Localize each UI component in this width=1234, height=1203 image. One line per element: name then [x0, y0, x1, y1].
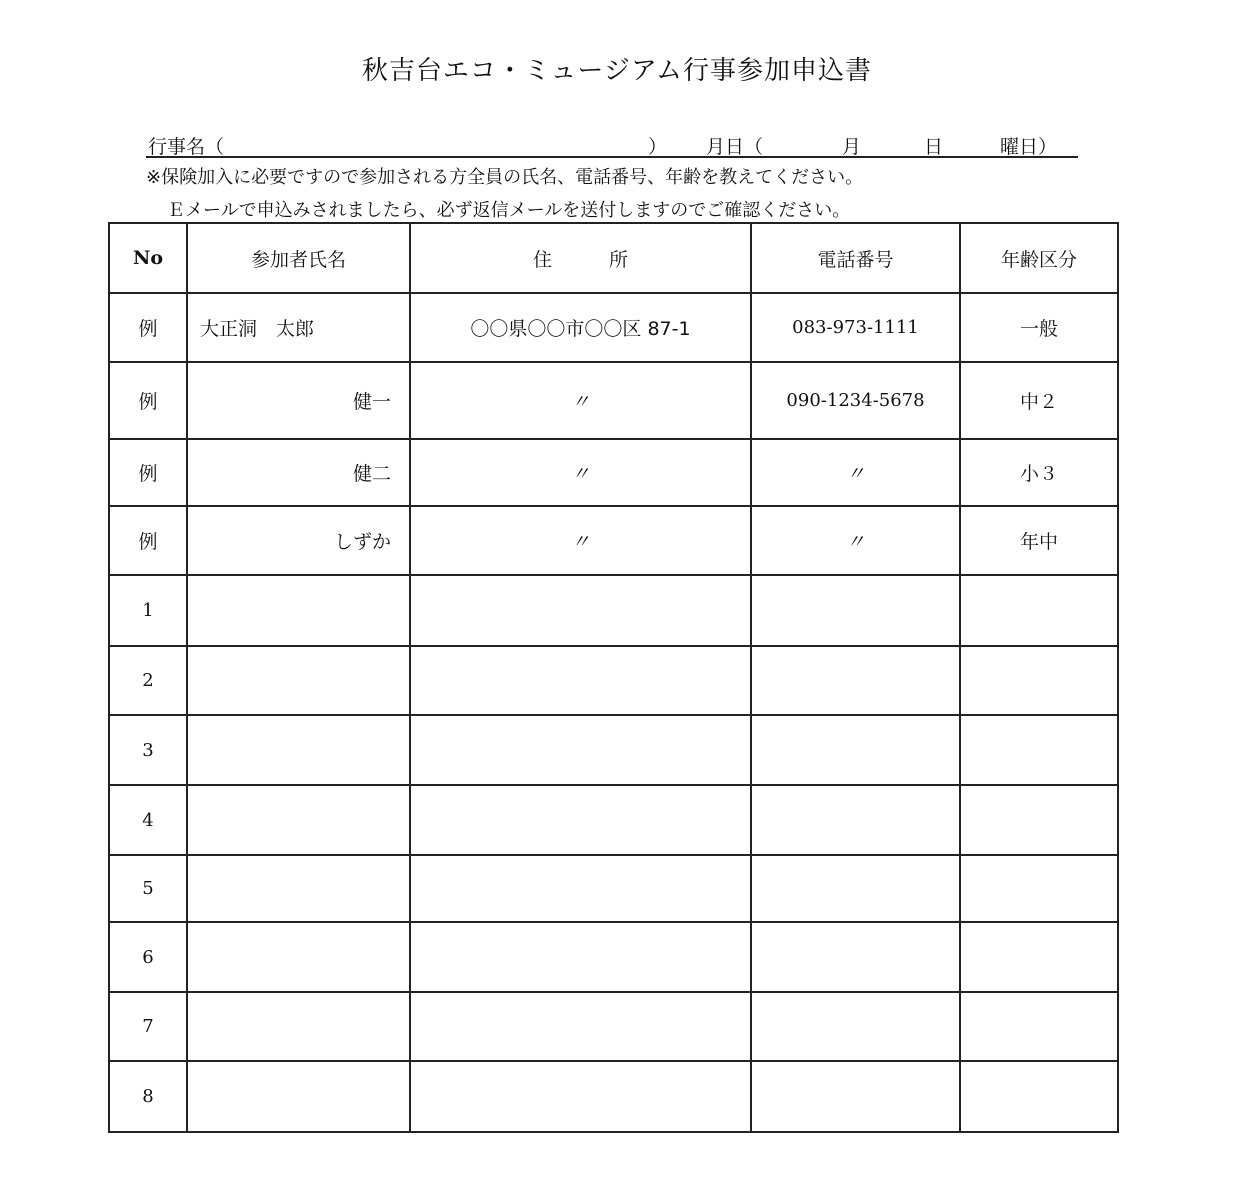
row-no: 4	[109, 785, 187, 855]
age-group-cell[interactable]	[960, 992, 1118, 1061]
address[interactable]: 〃	[410, 439, 751, 506]
row-no: 8	[109, 1061, 187, 1132]
header-no: No	[109, 223, 187, 293]
insurance-note: ※保険加入に必要ですので参加される方全員の氏名、電話番号、年齢を教えてください。	[146, 167, 864, 188]
age-group-cell[interactable]	[960, 855, 1118, 922]
entry-row	[109, 575, 1118, 646]
address[interactable]: 〇〇県〇〇市〇〇区 87-1	[410, 293, 751, 362]
address[interactable]: 〃	[410, 506, 751, 575]
age-group-cell[interactable]	[960, 785, 1118, 855]
participant-name-cell[interactable]	[187, 922, 410, 992]
participant-name-cell[interactable]	[187, 855, 410, 922]
date-label: 月日（	[706, 136, 764, 158]
weekday-label: 曜日）	[1000, 136, 1058, 158]
phone-cell[interactable]	[751, 575, 960, 646]
participant-name[interactable]: 大正洞 太郎	[187, 293, 410, 362]
participant-name-cell[interactable]	[187, 575, 410, 646]
day-label: 日	[924, 136, 944, 158]
age-group-cell[interactable]	[960, 646, 1118, 715]
participant-name[interactable]: 健一	[187, 362, 410, 439]
example-row	[109, 439, 1118, 506]
phone-cell[interactable]	[751, 646, 960, 715]
phone-cell[interactable]	[751, 992, 960, 1061]
age-group[interactable]: 年中	[960, 506, 1118, 575]
entry-row	[109, 855, 1118, 922]
entry-row	[109, 1061, 1118, 1132]
address-cell[interactable]	[410, 575, 751, 646]
address-cell[interactable]	[410, 992, 751, 1061]
age-group[interactable]: 中２	[960, 362, 1118, 439]
row-no: 例	[109, 362, 187, 439]
row-no: 例	[109, 506, 187, 575]
entry-row	[109, 922, 1118, 992]
row-no: 例	[109, 439, 187, 506]
header-age-group: 年齢区分	[960, 223, 1118, 293]
header-phone: 電話番号	[751, 223, 960, 293]
age-group-cell[interactable]	[960, 922, 1118, 992]
phone[interactable]: 〃	[751, 439, 960, 506]
participant-table	[108, 222, 1119, 1133]
phone[interactable]: 083-973-1111	[751, 293, 960, 362]
entry-row	[109, 992, 1118, 1061]
entry-row	[109, 715, 1118, 785]
age-group[interactable]: 小３	[960, 439, 1118, 506]
age-group-cell[interactable]	[960, 575, 1118, 646]
participant-name-cell[interactable]	[187, 992, 410, 1061]
row-no: 5	[109, 855, 187, 922]
phone-cell[interactable]	[751, 785, 960, 855]
month-label: 月	[842, 136, 862, 158]
email-note: Ｅメールで申込みされましたら、必ず返信メールを送付しますのでご確認ください。	[167, 200, 851, 221]
table-header-row	[109, 223, 1118, 293]
row-no: 2	[109, 646, 187, 715]
age-group-cell[interactable]	[960, 1061, 1118, 1132]
phone-cell[interactable]	[751, 855, 960, 922]
address-cell[interactable]	[410, 1061, 751, 1132]
event-name-close: ）	[648, 136, 668, 158]
entry-row	[109, 785, 1118, 855]
address-cell[interactable]	[410, 715, 751, 785]
row-no: 7	[109, 992, 187, 1061]
entry-row	[109, 646, 1118, 715]
phone[interactable]: 090-1234-5678	[751, 362, 960, 439]
phone[interactable]: 〃	[751, 506, 960, 575]
age-group[interactable]: 一般	[960, 293, 1118, 362]
participant-name-cell[interactable]	[187, 646, 410, 715]
example-row	[109, 293, 1118, 362]
age-group-cell[interactable]	[960, 715, 1118, 785]
phone-cell[interactable]	[751, 715, 960, 785]
form-title: 秋吉台エコ・ミュージアム行事参加申込書	[361, 56, 873, 86]
example-row	[109, 506, 1118, 575]
address[interactable]: 〃	[410, 362, 751, 439]
row-no: 1	[109, 575, 187, 646]
row-no: 6	[109, 922, 187, 992]
participant-name-cell[interactable]	[187, 1061, 410, 1132]
row-no: 3	[109, 715, 187, 785]
row-no: 例	[109, 293, 187, 362]
address-cell[interactable]	[410, 922, 751, 992]
event-info-line	[146, 130, 1078, 158]
event-name-label: 行事名（	[148, 136, 225, 158]
example-row	[109, 362, 1118, 439]
address-cell[interactable]	[410, 785, 751, 855]
participant-name-cell[interactable]	[187, 785, 410, 855]
phone-cell[interactable]	[751, 1061, 960, 1132]
participant-name-cell[interactable]	[187, 715, 410, 785]
participant-name[interactable]: 健二	[187, 439, 410, 506]
address-cell[interactable]	[410, 855, 751, 922]
header-participant-name: 参加者氏名	[187, 223, 410, 293]
address-cell[interactable]	[410, 646, 751, 715]
header-address: 住 所	[410, 223, 751, 293]
participant-name[interactable]: しずか	[187, 506, 410, 575]
phone-cell[interactable]	[751, 922, 960, 992]
